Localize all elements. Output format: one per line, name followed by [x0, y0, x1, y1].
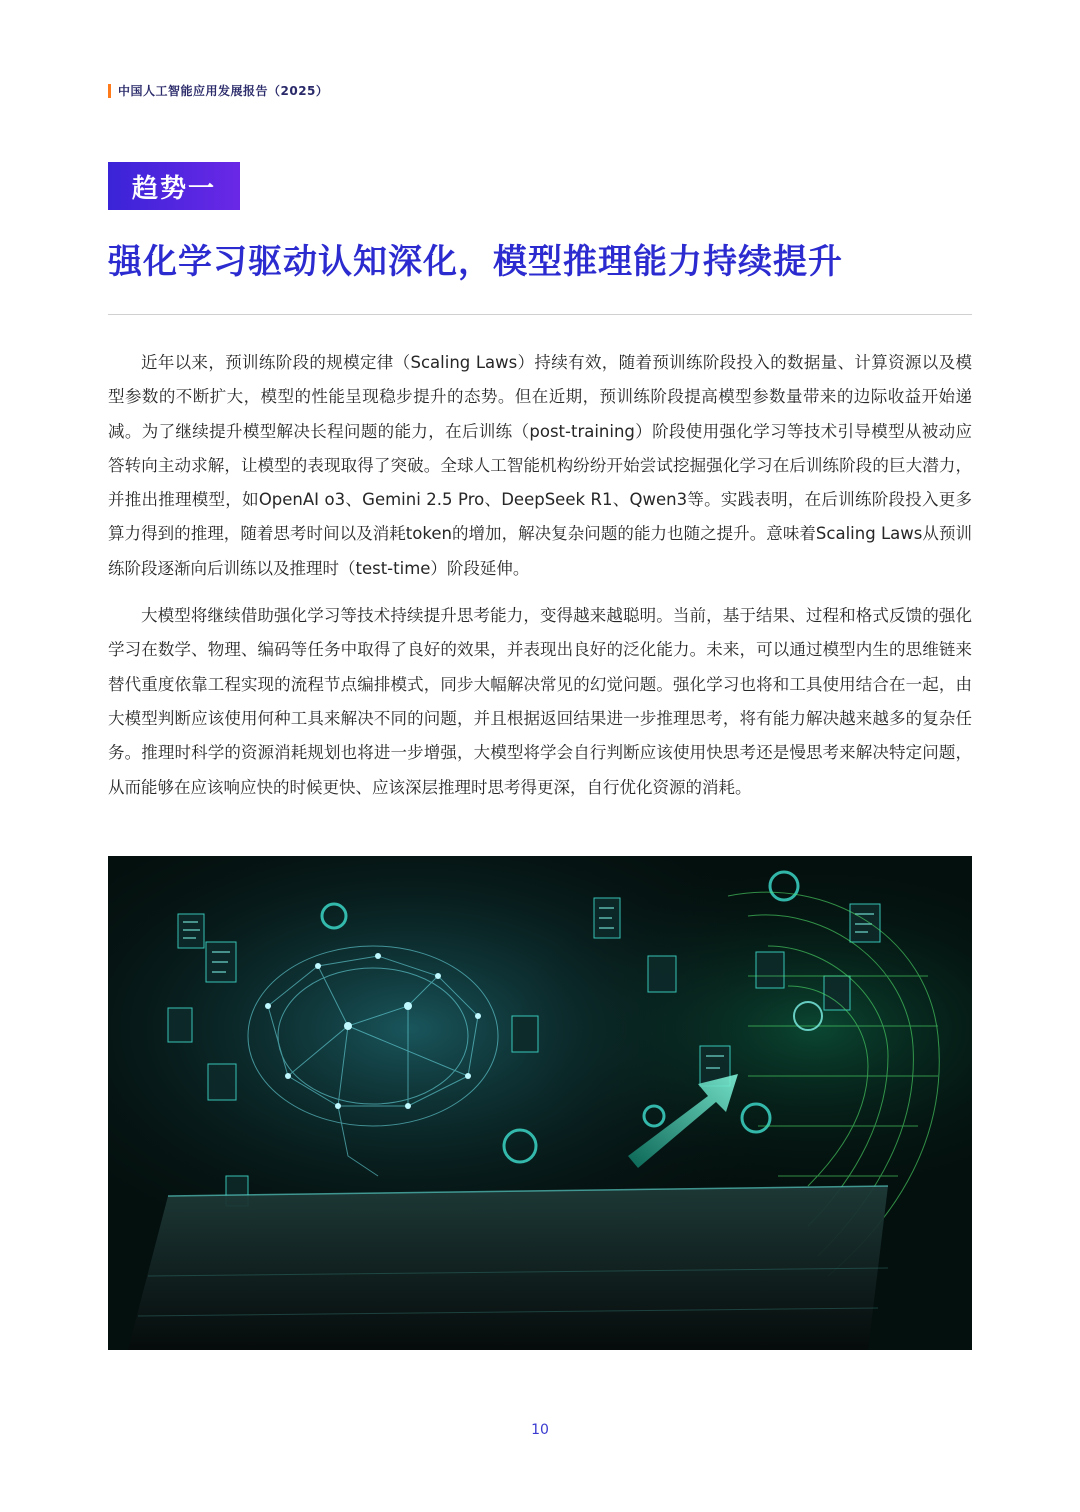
- report-title: 中国人工智能应用发展报告（2025）: [118, 84, 329, 98]
- header-marker: [108, 84, 111, 98]
- ai-brain-network-illustration: [108, 856, 972, 1350]
- section-title: 强化学习驱动认知深化，模型推理能力持续提升: [108, 242, 843, 282]
- trend-badge: 趋势一: [108, 162, 240, 210]
- running-header: [108, 82, 328, 99]
- paragraph-2: 大模型将继续借助强化学习等技术持续提升思考能力，变得越来越聪明。当前，基于结果、过程和格式反馈的强化学习在数学、物理、编码等任务中取得了良好的效果，并表现出良好的泛化能力。未来，可以通过模型内生的思维链来替代重度依靠工程实现的流程节点编排模式，同步大幅解决常见的幻觉问题。强化学习也将和工具使用结合在一起，由大模型判断应该使用何种工具来解决不同的问题，并且根据返回结果进一步推理思考，将有能力解决越来越多的复杂任务。推理时科学的资源消耗规划也将进一步增强，大模型将学会自行判断应该使用快思考还是慢思考来解决特定问题，从而能够在应该响应快的时候更快、应该深层推理时思考得更深，自行优化资源的消耗。: [108, 606, 972, 797]
- divider: [108, 314, 972, 315]
- paragraph-1: 近年以来，预训练阶段的规模定律（Scaling Laws）持续有效，随着预训练阶段投入的数据量、计算资源以及模型参数的不断扩大，模型的性能呈现稳步提升的态势。但在近期，预训练阶段提高模型参数量带来的边际收益开始递减。为了继续提升模型解决长程问题的能力，在后训练（post-training）阶段使用强化学习等技术引导模型从被动应答转向主动求解，让模型的表现取得了突破。全球人工智能机构纷纷开始尝试挖掘强化学习在后训练阶段的巨大潜力，并推出推理模型，如OpenAI o3、Gemini 2.5 Pro、DeepSeek R1、Qwen3等。实践表明，在后训练阶段投入更多算力得到的推理，随着思考时间以及消耗token的增加，解决复杂问题的能力也随之提升。意味着Scaling Laws从预训练阶段逐渐向后训练以及推理时（test-time）阶段延伸。: [108, 353, 972, 578]
- page-number: 10: [531, 1422, 549, 1438]
- body-text: [108, 346, 972, 805]
